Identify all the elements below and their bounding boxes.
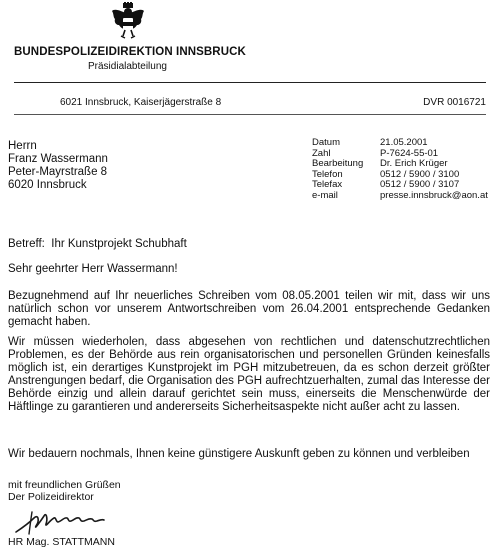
reference-value: 0512 / 5900 / 3107: [380, 179, 460, 191]
recipient-line: 6020 Innsbruck: [8, 179, 87, 191]
recipient-line: Peter-Mayrstraße 8: [8, 166, 108, 178]
address-divider: [14, 114, 486, 115]
sender-address: 6021 Innsbruck, Kaiserjägerstraße 8: [60, 97, 222, 108]
reference-block: [312, 138, 488, 202]
reference-row-date: [312, 138, 488, 149]
body-paragraph: Wir bedauern nochmals, Ihnen keine günstigere Auskunft geben zu können und verbleiben: [8, 448, 470, 460]
reference-value: presse.innsbruck@aon.at: [380, 189, 488, 201]
reference-label: Datum: [312, 137, 340, 148]
reference-label: e-mail: [312, 189, 338, 201]
body-paragraph: Bezugnehmend auf Ihr neuerliches Schreiben vom 08.05.2001 teilen wir mit, dass wir uns natürlich schon vor unserem Antwortschreiben vom 26.04.2001 entsprechende Gedanken gemacht haben.: [8, 290, 490, 328]
reference-value: P-7624-55-01: [380, 147, 439, 159]
signer-name: HR Mag. STATTMANN: [8, 536, 115, 548]
closing-line: Der Polizeidirektor: [8, 490, 94, 503]
recipient-line: Franz Wassermann: [8, 153, 108, 165]
reference-row-email: [312, 191, 488, 202]
dvr-number: DVR 0016721: [423, 97, 486, 108]
recipient-address: [8, 140, 108, 192]
reference-label: Telefon: [312, 168, 343, 180]
reference-value: 0512 / 5900 / 3100: [380, 168, 460, 180]
salutation: Sehr geehrter Herr Wassermann!: [8, 263, 178, 275]
body-paragraph: Wir müssen wiederholen, dass abgesehen von rechtlichen und datenschutzrechtlichen Problemen, es der Behörde aus rein organisatorischen und personellen Gründen keinesfalls möglich ist, ein derartiges Kunstprojekt im PGH mitzubetreuen, da es schon derzeit größter Anstrengungen bedarf, die Organisation des PGH aufrechtzuerhalten, zumal das Interesse der Behörde einzig und allein darauf gerichtet sein muss, einerseits die Menschenwürde der Häftlinge zu garantieren und andererseits Sicherheitsaspekte nicht außer acht zu lassen.: [8, 336, 490, 413]
reference-value: 21.05.2001: [380, 137, 428, 148]
reference-label: Telefax: [312, 179, 343, 191]
reference-value: Dr. Erich Krüger: [380, 158, 448, 170]
header-divider: [14, 82, 486, 83]
recipient-line: Herrn: [8, 140, 37, 152]
closing-block: [8, 480, 121, 503]
handwritten-signature: [14, 508, 130, 536]
closing-line: mit freundlichen Grüßen: [8, 479, 121, 491]
eagle-emblem-icon: [111, 2, 145, 40]
reference-label: Zahl: [312, 147, 331, 159]
subject-line: Betreff: Ihr Kunstprojekt Schubhaft: [8, 238, 187, 250]
reference-label: Bearbeitung: [312, 158, 364, 170]
department-name: Präsidialabteilung: [88, 61, 167, 72]
issuing-authority: BUNDESPOLIZEIDIREKTION INNSBRUCK: [14, 46, 246, 58]
